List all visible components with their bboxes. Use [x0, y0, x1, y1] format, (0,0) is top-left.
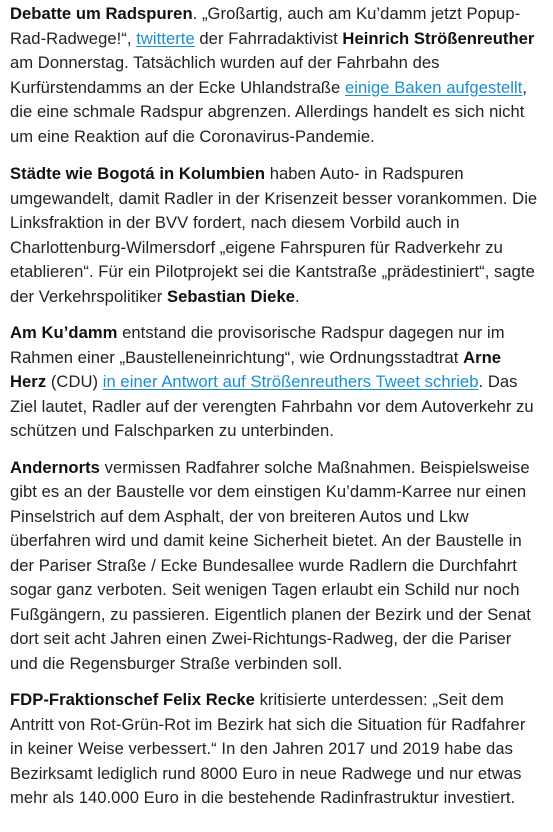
- body-text: vermissen Radfahrer solche Maßnahmen. Beispielsweise gibt es an der Baustelle vor dem einstigen Ku’damm-Karree nur einen Pinselstrich auf dem Asphalt, der von breiteren Autos und Lkw überfahren wird und damit keine Sicherheit bietet. An der Baustelle in der Pariser Straße / Ecke Bundesallee wurde Radlern die Durchfahrt sogar ganz verboten. Seit wenigen Tagen erlaubt ein Schild nur noch Fußgängern, zu passieren. Eigentlich planen der Bezirk und der Senat dort seit acht Jahren einen Zwei-Richtungs-Radweg, der die Pariser und die Regensburger Straße verbinden soll.: [10, 457, 531, 673]
- body-text: . „Großartig, auch am Ku’damm jetzt Popup-Rad-Radwege!“,: [10, 4, 521, 48]
- link-einige-baken-aufgestellt[interactable]: einige Baken aufgestellt: [345, 77, 523, 97]
- paragraph-andernorts: [10, 456, 540, 677]
- body-text: entstand die provisorische Radspur dagegen nur im Rahmen einer „Baustelleneinrichtung“, wie Ordnungsstadtrat: [10, 323, 505, 367]
- bold-text: Heinrich Strößenreuther: [342, 28, 535, 48]
- bold-text: FDP-Fraktionschef Felix Recke: [10, 690, 255, 709]
- link-twitterte[interactable]: twitterte: [136, 28, 195, 48]
- body-text: haben Auto- in Radspuren umgewandelt, damit Radler in der Krisenzeit besser vorankommen. Die Linksfraktion in der BVV fordert, nach diesem Vorbild auch in Charlottenburg-Wilmersdorf „eigene Fahrspuren für Radverkehr zu etablieren“. Für ein Pilotprojekt sei die Kantstraße „prädestiniert“, sagte der Verkehrspolitiker: [10, 164, 538, 306]
- body-text: kritisierte unterdessen: „Seit dem Antritt von Rot-Grün-Rot im Bezirk hat sich die Situation für Radfahrer in keiner Weise verbessert.“ In den Jahren 2017 und 2019 habe das Bezirksamt lediglich rund 8000 Euro in neue Radwege und nur etwas mehr als 140.000 Euro in die bestehende Radinfrastruktur investiert.: [10, 690, 526, 807]
- body-text: der Fahrradaktivist: [194, 28, 343, 48]
- paragraph-fdp-fraktionschef: [10, 688, 540, 811]
- bold-text: Andernorts: [10, 457, 100, 477]
- paragraph-am-kudamm: [10, 321, 540, 444]
- bold-text: Arne Herz: [10, 347, 502, 391]
- body-text: am Donnerstag. Tatsächlich wurden auf der Fahrbahn des Kurfürstendamms an der Ecke Uhlandstraße: [10, 53, 440, 97]
- body-text: . Das Ziel lautet, Radler auf der verengten Fahrbahn vor dem Autoverkehr zu schützen und Falschparken zu unterbinden.: [10, 372, 534, 440]
- bold-text: Am Ku’damm: [10, 323, 118, 342]
- body-text: (CDU): [46, 372, 103, 391]
- body-text: , die eine schmale Radspur abgrenzen. Allerdings handelt es sich nicht um eine Reaktion auf die Coronavirus-Pandemie.: [10, 77, 528, 146]
- body-text: .: [295, 286, 300, 306]
- bold-text: Sebastian Dieke: [166, 286, 295, 306]
- link-antwort-auf-tweet[interactable]: in einer Antwort auf Strößenreuthers Tweet schrieb: [102, 372, 479, 391]
- bold-text: Städte wie Bogotá in Kolumbien: [10, 164, 266, 183]
- paragraph-staedte-wie-bogota: [10, 162, 540, 309]
- paragraph-debatte-um-radspuren: [10, 2, 540, 149]
- bold-text: Debatte um Radspuren: [10, 4, 193, 23]
